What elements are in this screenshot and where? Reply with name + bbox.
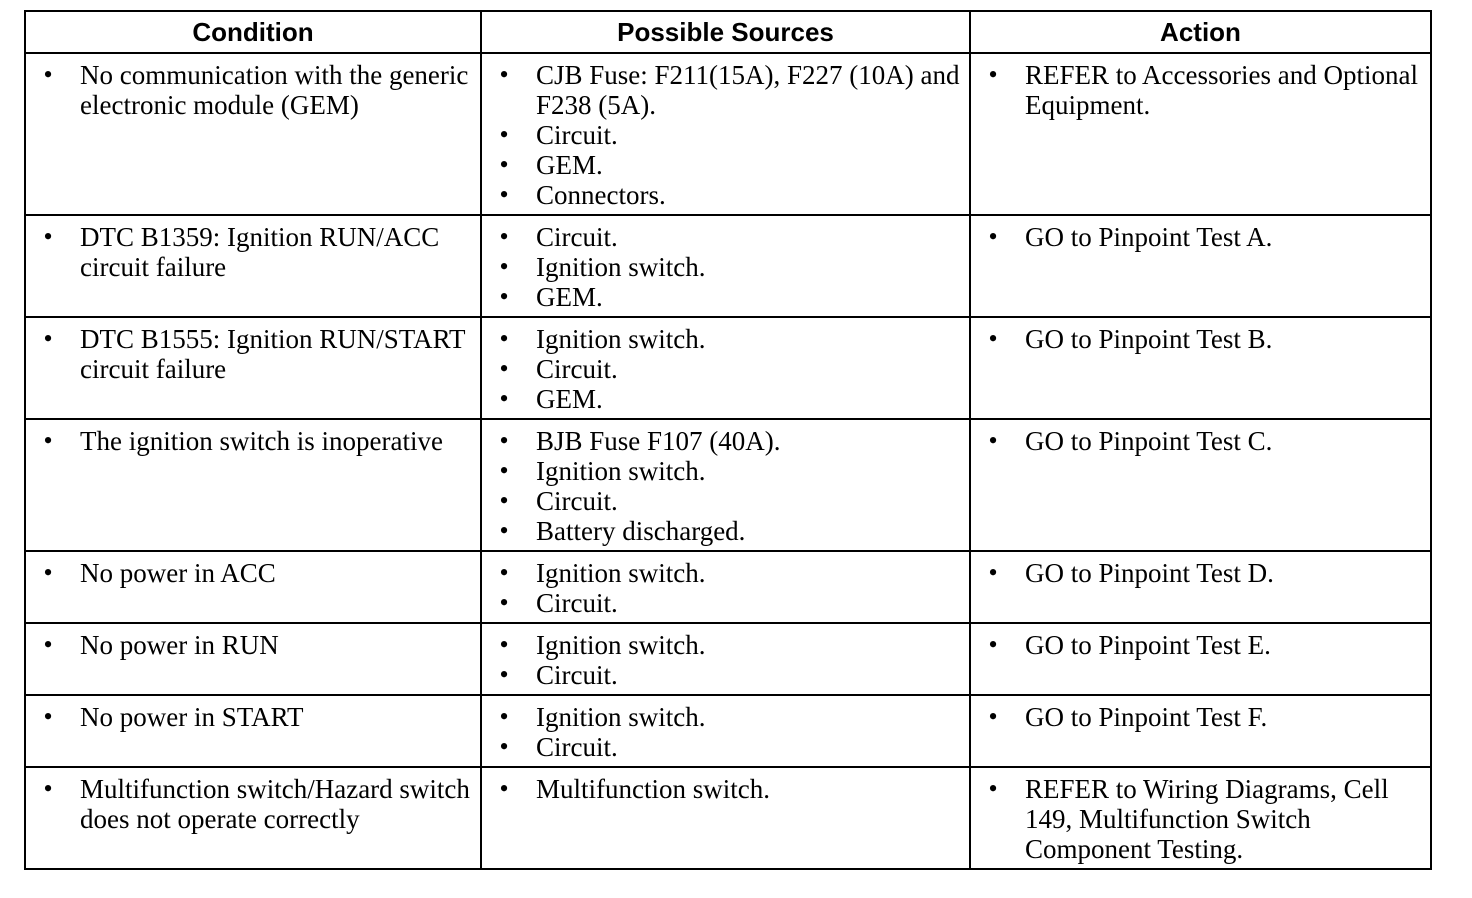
bullet-icon: •	[43, 60, 53, 89]
table-row	[25, 215, 1431, 317]
action-cell	[970, 419, 1431, 551]
list-item	[983, 426, 1422, 456]
possible-sources-cell	[481, 215, 970, 317]
condition-text: DTC B1359: Ignition RUN/ACC circuit failure	[80, 222, 440, 282]
condition-cell	[25, 215, 481, 317]
action-text: GO to Pinpoint Test E.	[1025, 630, 1271, 660]
bullet-icon: •	[988, 630, 998, 659]
condition-list	[26, 54, 480, 124]
header-possible-sources: Possible Sources	[481, 11, 970, 53]
bullet-icon: •	[988, 702, 998, 731]
bullet-icon: •	[499, 222, 509, 251]
action-cell	[970, 317, 1431, 419]
bullet-icon: •	[988, 324, 998, 353]
header-action: Action	[970, 11, 1431, 53]
possible-sources-text: Ignition switch.	[536, 630, 706, 660]
list-item	[983, 702, 1422, 732]
action-list	[971, 54, 1430, 124]
action-list	[971, 696, 1430, 736]
possible-sources-text: Circuit.	[536, 120, 618, 150]
bullet-icon: •	[988, 426, 998, 455]
bullet-icon: •	[499, 702, 509, 731]
action-cell	[970, 695, 1431, 767]
condition-cell	[25, 53, 481, 215]
possible-sources-cell	[481, 551, 970, 623]
action-cell	[970, 623, 1431, 695]
condition-list	[26, 624, 480, 664]
list-item	[494, 222, 961, 252]
list-item	[494, 180, 961, 210]
bullet-icon: •	[499, 324, 509, 353]
bullet-icon: •	[43, 426, 53, 455]
possible-sources-list	[482, 552, 969, 622]
list-item	[494, 486, 961, 516]
possible-sources-text: Circuit.	[536, 486, 618, 516]
header-condition: Condition	[25, 11, 481, 53]
list-item	[494, 732, 961, 762]
bullet-icon: •	[43, 222, 53, 251]
possible-sources-text: Ignition switch.	[536, 324, 706, 354]
list-item	[494, 660, 961, 690]
condition-cell	[25, 767, 481, 869]
list-item	[494, 516, 961, 546]
possible-sources-list	[482, 216, 969, 316]
list-item	[494, 354, 961, 384]
possible-sources-text: Battery discharged.	[536, 516, 746, 546]
possible-sources-cell	[481, 623, 970, 695]
list-item	[494, 558, 961, 588]
action-list	[971, 216, 1430, 256]
list-item	[38, 774, 472, 834]
table-body	[25, 53, 1431, 869]
list-item	[983, 774, 1422, 864]
list-item	[38, 222, 472, 282]
list-item	[494, 120, 961, 150]
bullet-icon: •	[499, 588, 509, 617]
table-row	[25, 317, 1431, 419]
action-list	[971, 552, 1430, 592]
condition-text: No power in START	[80, 702, 304, 732]
list-item	[983, 324, 1422, 354]
list-item	[494, 324, 961, 354]
bullet-icon: •	[499, 660, 509, 689]
action-list	[971, 624, 1430, 664]
condition-cell	[25, 551, 481, 623]
possible-sources-cell	[481, 767, 970, 869]
bullet-icon: •	[988, 222, 998, 251]
list-item	[494, 702, 961, 732]
possible-sources-text: GEM.	[536, 282, 603, 312]
bullet-icon: •	[499, 384, 509, 413]
possible-sources-text: BJB Fuse F107 (40A).	[536, 426, 781, 456]
possible-sources-list	[482, 768, 969, 808]
possible-sources-text: Ignition switch.	[536, 702, 706, 732]
possible-sources-list	[482, 624, 969, 694]
bullet-icon: •	[499, 426, 509, 455]
bullet-icon: •	[499, 516, 509, 545]
table-row	[25, 551, 1431, 623]
action-list	[971, 768, 1430, 868]
bullet-icon: •	[499, 486, 509, 515]
action-text: GO to Pinpoint Test B.	[1025, 324, 1273, 354]
possible-sources-list	[482, 696, 969, 766]
list-item	[983, 558, 1422, 588]
bullet-icon: •	[43, 774, 53, 803]
bullet-icon: •	[499, 282, 509, 311]
list-item	[494, 426, 961, 456]
condition-text: No communication with the generic electronic module (GEM)	[80, 60, 469, 120]
action-text: GO to Pinpoint Test F.	[1025, 702, 1268, 732]
possible-sources-cell	[481, 695, 970, 767]
action-cell	[970, 767, 1431, 869]
possible-sources-text: Circuit.	[536, 588, 618, 618]
bullet-icon: •	[499, 558, 509, 587]
possible-sources-text: Multifunction switch.	[536, 774, 770, 804]
table-header-row	[25, 11, 1431, 53]
action-text: REFER to Accessories and Optional Equipment.	[1025, 60, 1418, 120]
bullet-icon: •	[499, 150, 509, 179]
possible-sources-text: GEM.	[536, 150, 603, 180]
possible-sources-text: Circuit.	[536, 732, 618, 762]
list-item	[38, 60, 472, 120]
bullet-icon: •	[499, 630, 509, 659]
list-item	[494, 588, 961, 618]
bullet-icon: •	[499, 354, 509, 383]
condition-text: No power in ACC	[80, 558, 276, 588]
possible-sources-cell	[481, 53, 970, 215]
list-item	[38, 426, 472, 456]
bullet-icon: •	[43, 702, 53, 731]
possible-sources-text: GEM.	[536, 384, 603, 414]
action-text: GO to Pinpoint Test D.	[1025, 558, 1274, 588]
possible-sources-list	[482, 318, 969, 418]
condition-cell	[25, 317, 481, 419]
bullet-icon: •	[499, 732, 509, 761]
action-text: GO to Pinpoint Test A.	[1025, 222, 1273, 252]
possible-sources-text: Connectors.	[536, 180, 666, 210]
action-cell	[970, 215, 1431, 317]
condition-list	[26, 696, 480, 736]
condition-text: No power in RUN	[80, 630, 279, 660]
list-item	[494, 60, 961, 120]
list-item	[494, 630, 961, 660]
bullet-icon: •	[43, 324, 53, 353]
list-item	[983, 630, 1422, 660]
possible-sources-text: Circuit.	[536, 660, 618, 690]
possible-sources-list	[482, 54, 969, 214]
bullet-icon: •	[499, 774, 509, 803]
possible-sources-text: Circuit.	[536, 222, 618, 252]
condition-list	[26, 216, 480, 286]
bullet-icon: •	[499, 252, 509, 281]
action-text: REFER to Wiring Diagrams, Cell 149, Multifunction Switch Component Testing.	[1025, 774, 1389, 864]
table-row	[25, 767, 1431, 869]
list-item	[494, 456, 961, 486]
bullet-icon: •	[499, 180, 509, 209]
action-cell	[970, 53, 1431, 215]
possible-sources-cell	[481, 317, 970, 419]
bullet-icon: •	[499, 60, 509, 89]
list-item	[38, 324, 472, 384]
bullet-icon: •	[43, 558, 53, 587]
bullet-icon: •	[988, 60, 998, 89]
list-item	[38, 558, 472, 588]
possible-sources-cell	[481, 419, 970, 551]
list-item	[38, 630, 472, 660]
condition-list	[26, 768, 480, 838]
condition-list	[26, 552, 480, 592]
diagnosis-table	[24, 10, 1432, 870]
condition-cell	[25, 419, 481, 551]
possible-sources-text: Circuit.	[536, 354, 618, 384]
bullet-icon: •	[43, 630, 53, 659]
action-text: GO to Pinpoint Test C.	[1025, 426, 1273, 456]
table-row	[25, 623, 1431, 695]
possible-sources-text: Ignition switch.	[536, 558, 706, 588]
list-item	[494, 252, 961, 282]
list-item	[38, 702, 472, 732]
bullet-icon: •	[988, 558, 998, 587]
condition-list	[26, 420, 480, 460]
bullet-icon: •	[499, 120, 509, 149]
condition-text: DTC B1555: Ignition RUN/START circuit failure	[80, 324, 466, 384]
condition-cell	[25, 695, 481, 767]
list-item	[494, 384, 961, 414]
possible-sources-text: CJB Fuse: F211(15A), F227 (10A) and F238 (5A).	[536, 60, 960, 120]
table-row	[25, 695, 1431, 767]
bullet-icon: •	[499, 456, 509, 485]
action-list	[971, 420, 1430, 460]
possible-sources-list	[482, 420, 969, 550]
table-row	[25, 419, 1431, 551]
list-item	[494, 774, 961, 804]
condition-list	[26, 318, 480, 388]
table-row	[25, 53, 1431, 215]
list-item	[494, 282, 961, 312]
action-cell	[970, 551, 1431, 623]
condition-text: Multifunction switch/Hazard switch does not operate correctly	[80, 774, 470, 834]
possible-sources-text: Ignition switch.	[536, 456, 706, 486]
possible-sources-text: Ignition switch.	[536, 252, 706, 282]
list-item	[494, 150, 961, 180]
condition-text: The ignition switch is inoperative	[80, 426, 443, 456]
list-item	[983, 222, 1422, 252]
list-item	[983, 60, 1422, 120]
bullet-icon: •	[988, 774, 998, 803]
condition-cell	[25, 623, 481, 695]
action-list	[971, 318, 1430, 358]
